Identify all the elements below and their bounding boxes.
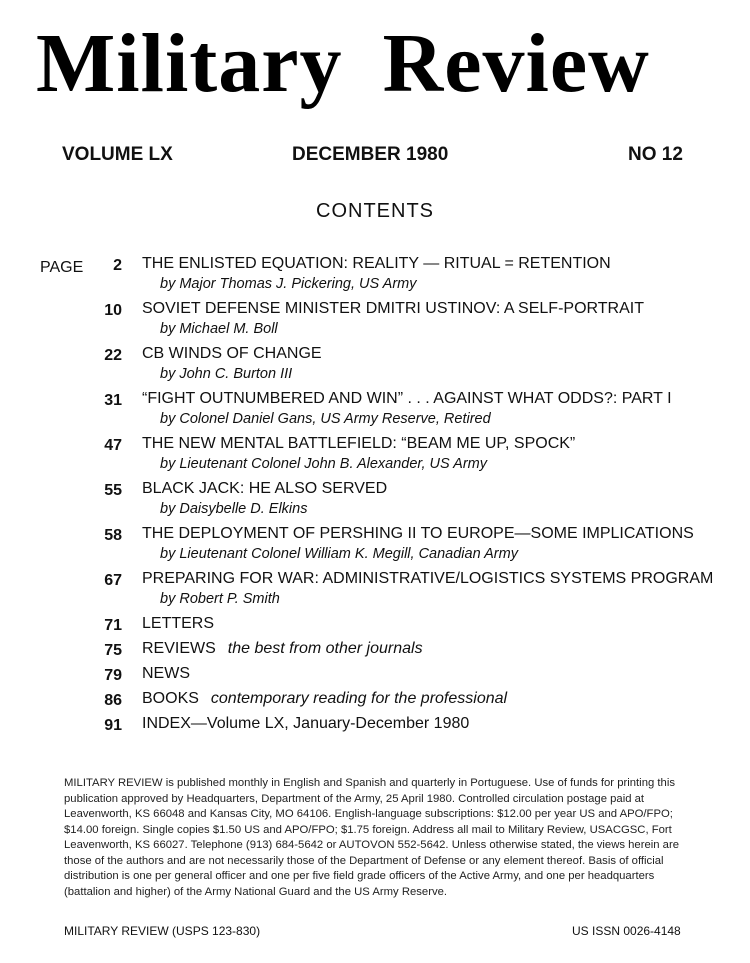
toc-page-number: 10 [104,302,122,319]
toc-page-number: 22 [104,347,122,364]
toc-section-title [142,615,226,633]
toc-section-name: NEWS [142,665,190,682]
toc-article-title: BLACK JACK: HE ALSO SERVED [142,480,388,497]
toc-page-number: 71 [104,617,122,634]
masthead-title [36,17,726,110]
toc-article-title: THE DEPLOYMENT OF PERSHING II TO EUROPE—SOME IMPLICATIONS [142,525,694,542]
toc-section-entry[interactable] [0,715,750,740]
table-of-contents [0,255,750,740]
toc-page-number: 58 [104,527,122,544]
toc-entry[interactable] [0,255,750,300]
toc-page-number: 91 [104,717,122,734]
toc-section-name: INDEX—Volume LX, January-December 1980 [142,715,470,732]
issue-date: DECEMBER 1980 [292,144,449,165]
toc-section-entry[interactable] [0,640,750,665]
toc-section-title [142,715,481,733]
toc-section-subtitle: contemporary reading for the professional [210,690,508,707]
toc-page-number: 79 [104,667,122,684]
toc-page-number: 2 [113,257,122,274]
toc-article-title: “FIGHT OUTNUMBERED AND WIN” . . . AGAINST WHAT ODDS?: PART I [142,390,672,407]
toc-byline: by Lieutenant Colonel John B. Alexander, US Army [160,456,487,472]
toc-section-entry[interactable] [0,615,750,640]
toc-byline: by Daisybelle D. Elkins [160,501,308,517]
page-column-label: PAGE [40,259,84,276]
issn-number: US ISSN 0026-4148 [572,924,681,938]
toc-page-number: 75 [104,642,122,659]
volume-label: VOLUME LX [62,144,173,165]
toc-article-title: THE ENLISTED EQUATION: REALITY — RITUAL = RETENTION [142,255,611,272]
toc-byline: by Michael M. Boll [160,321,278,337]
usps-number: MILITARY REVIEW (USPS 123-830) [64,924,261,938]
masthead-word-military: Military [36,17,343,110]
toc-entry[interactable] [0,435,750,480]
toc-section-subtitle: the best from other journals [227,640,423,657]
toc-section-title [142,690,507,708]
toc-entry[interactable] [0,480,750,525]
toc-entry[interactable] [0,570,750,615]
toc-section-name: REVIEWS [142,640,216,657]
toc-byline: by Colonel Daniel Gans, US Army Reserve, Retired [160,411,491,427]
toc-section-entry[interactable] [0,665,750,690]
toc-page-number: 47 [104,437,122,454]
toc-section-entry[interactable] [0,690,750,715]
toc-entry[interactable] [0,390,750,435]
toc-article-title: THE NEW MENTAL BATTLEFIELD: “BEAM ME UP, SPOCK” [142,435,576,452]
toc-article-title: CB WINDS OF CHANGE [142,345,322,362]
issue-number: NO 12 [628,144,683,165]
toc-byline: by Major Thomas J. Pickering, US Army [160,276,417,292]
toc-byline: by John C. Burton III [160,366,293,382]
toc-page-number: 67 [104,572,122,589]
toc-section-name: LETTERS [142,615,215,632]
toc-entry[interactable] [0,525,750,570]
toc-page-number: 31 [104,392,122,409]
toc-byline: by Lieutenant Colonel William K. Megill, Canadian Army [160,546,518,562]
toc-section-title [142,665,202,683]
toc-section-title [142,640,423,658]
toc-article-title: PREPARING FOR WAR: ADMINISTRATIVE/LOGISTICS SYSTEMS PROGRAM [142,570,714,587]
toc-byline: by Robert P. Smith [160,591,280,607]
contents-heading: CONTENTS [316,200,434,222]
toc-section-name: BOOKS [142,690,199,707]
toc-entry[interactable] [0,300,750,345]
toc-page-number: 86 [104,692,122,709]
toc-article-title: SOVIET DEFENSE MINISTER DMITRI USTINOV: A SELF-PORTRAIT [142,300,644,317]
toc-page-number: 55 [104,482,122,499]
publication-notice: MILITARY REVIEW is published monthly in English and Spanish and quarterly in Portuguese. Use of funds for printing this publication approved by Headquarters, Department of the Army, 25 April 1980. Controlled circulation postage paid at Leavenworth, KS 66048 and Kansas City, MO 64106. English-language subscriptions: $12.00 per year US and APO/FPO; $14.00 foreign. Single copies $1.50 US and APO/FPO; $1.75 foreign. Address all mail to Military Review, USACGSC, Fort Leavenworth, KS 66027. Telephone (913) 684-5642 or AUTOVON 552-5642. Unless otherwise stated, the views herein are those of the authors and are not necessarily those of the Department of Defense or any element thereof. Basis of official distribution is one per general officer and one per five field grade officers of the Active Army, and one per headquarters (battalion and higher) of the Army National Guard and the US Army Reserve. [64,777,680,898]
toc-entry[interactable] [0,345,750,390]
masthead-word-review: Review [382,17,650,110]
